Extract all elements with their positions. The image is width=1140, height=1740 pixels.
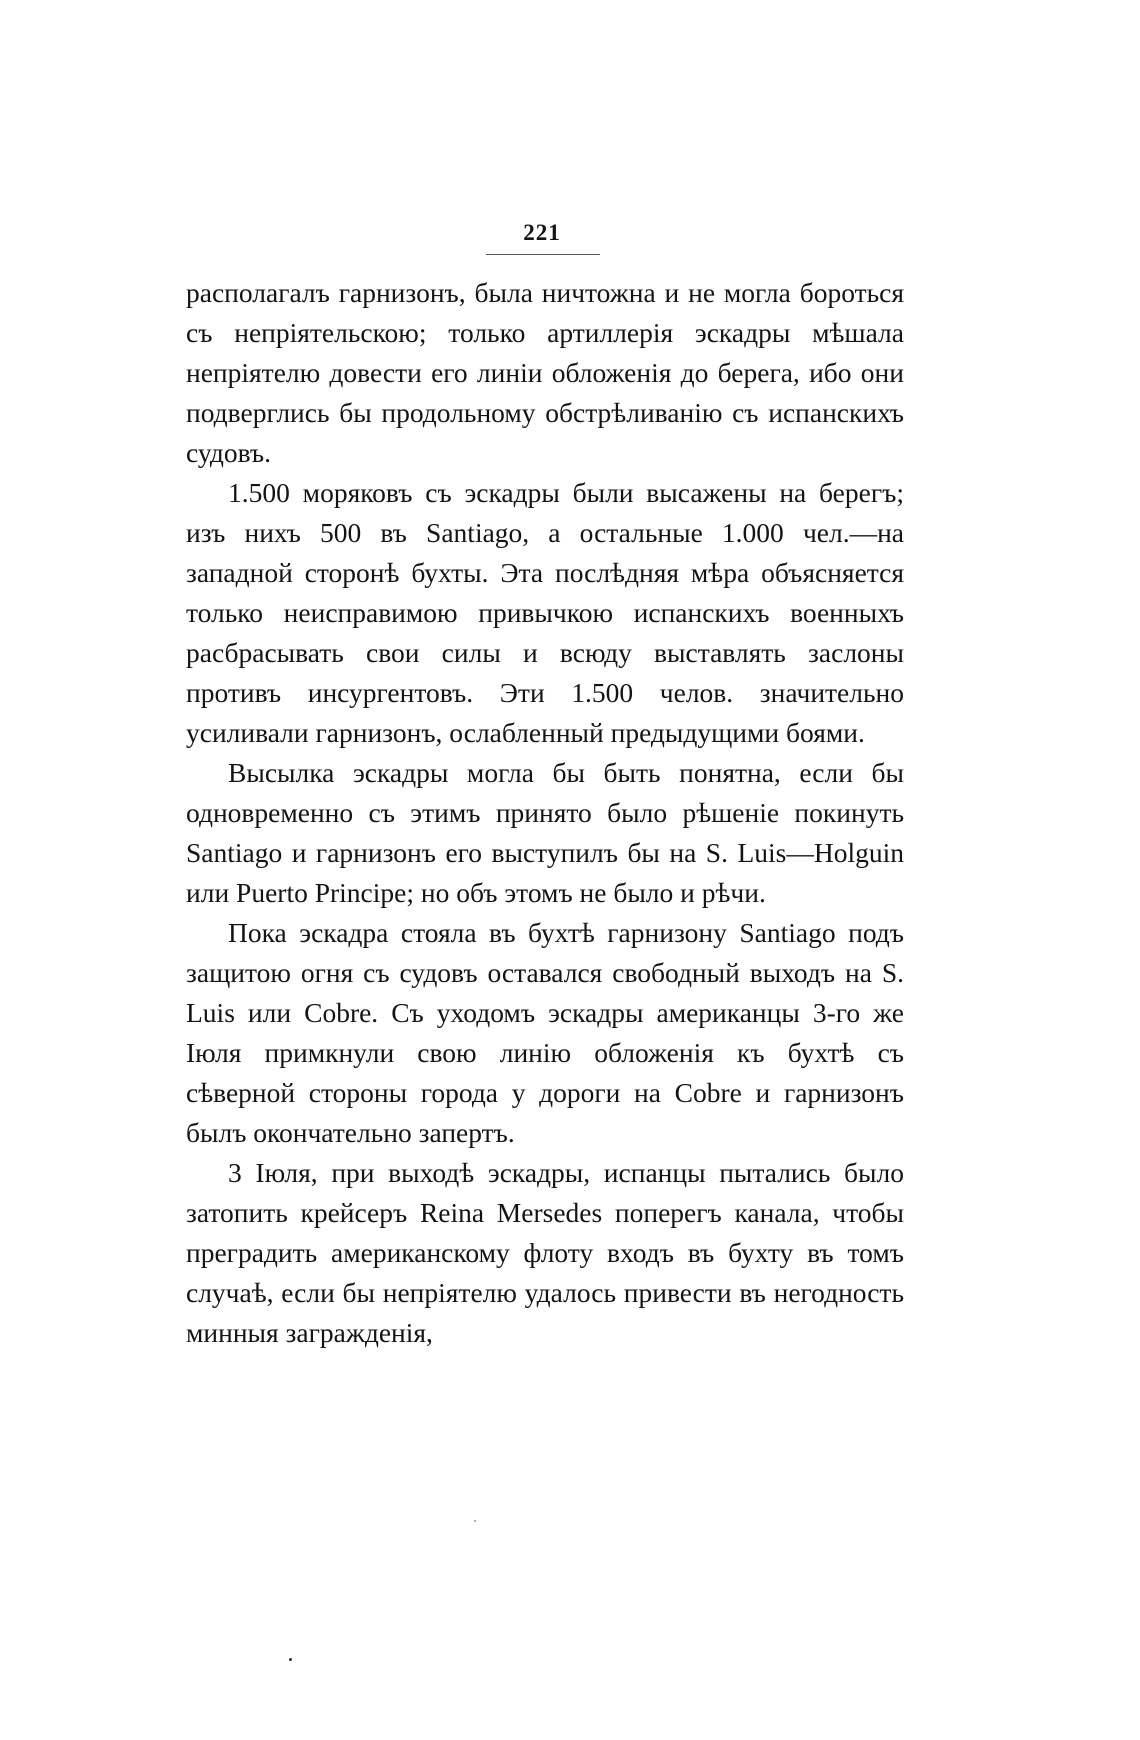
body-text	[186, 273, 904, 1353]
page-number: 221	[523, 220, 561, 245]
paragraph-3: Высылка эскадры могла бы быть понятна, если бы одновременно съ этимъ принято было рѣшеніе покинуть Santiago и гарнизонъ его выступилъ бы на S. Luis—Holguin или Puerto Principe; но объ этомъ не было и рѣчи.	[186, 757, 904, 908]
paragraph-4: Пока эскадра стояла въ бухтѣ гарнизону Santiago подъ защитою огня съ судовъ оставался свободный выходъ на S. Luis или Cobre. Съ уходомъ эскадры американцы 3-го же Іюля примкнули свою линію обложенія къ бухтѣ съ сѣверной стороны города у дороги на Cobre и гарнизонъ былъ окончательно запертъ.	[186, 917, 904, 1148]
scan-speck	[289, 1658, 292, 1661]
paragraph-1: располагалъ гарнизонъ, была ничтожна и не могла бороться съ непріятельскою; только артиллерія эскадры мѣшала непріятелю довести его линіи обложенія до берега, ибо они подверглись бы продольному обстрѣливанію съ испанскихъ судовъ.	[186, 277, 904, 468]
paragraph-2: 1.500 моряковъ съ эскадры были высажены на берегъ; изъ нихъ 500 въ Santiago, а остальные 1.000 чел.—на западной сторонѣ бухты. Эта послѣдняя мѣра объясняется только неисправимою привычкою испанскихъ военныхъ расбрасывать свои силы и всюду выставлять заслоны противъ инсургентовъ. Эти 1.500 челов. значительно усиливали гарнизонъ, ослабленный предыдущими боями.	[186, 477, 904, 748]
paragraph-5: 3 Іюля, при выходѣ эскадры, испанцы пытались было затопить крейсеръ Reina Mersedes поперегъ канала, чтобы преградить американскому флоту входъ въ бухту въ томъ случаѣ, если бы непріятелю удалось привести въ негодность минныя загражденія,	[186, 1157, 904, 1348]
scan-speck	[474, 1520, 476, 1522]
page-number-rule	[486, 254, 600, 255]
